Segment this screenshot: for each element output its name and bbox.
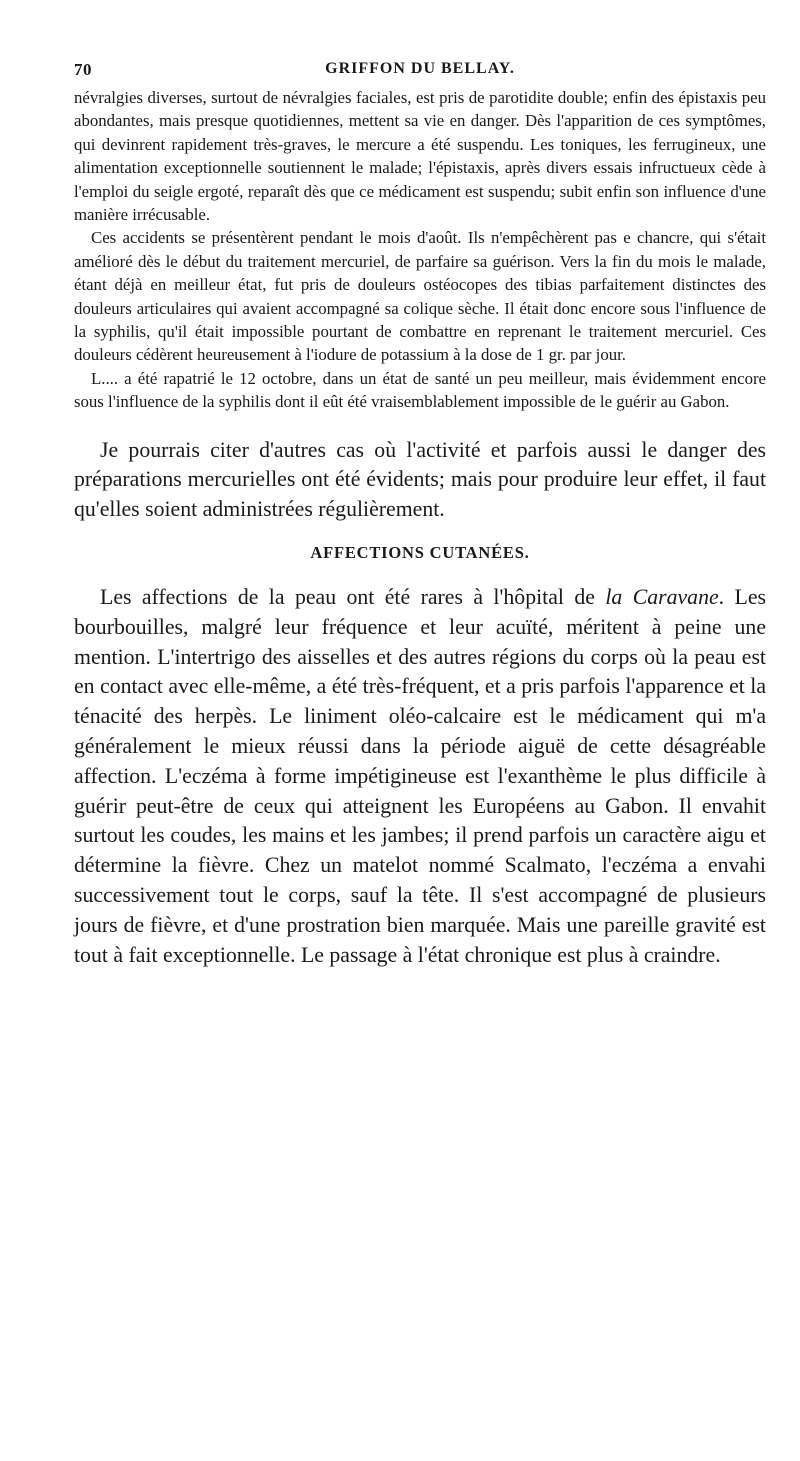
spacer: [74, 414, 766, 436]
paragraph-3: L.... a été rapatrié le 12 octobre, dans un état de santé un peu meilleur, mais évidemment encore sous l'influence de la syphilis dont il eût été vraisemblablement impossible de le guérir au Gabon.: [74, 368, 766, 412]
paragraph-5: [74, 583, 766, 970]
paragraph-5-start: Les affections de la peau ont été rares à l'hôpital de: [100, 585, 606, 610]
section-heading: AFFECTIONS CUTANÉES.: [310, 543, 530, 563]
ship-name: la Caravane: [605, 585, 719, 610]
running-title: GRIFFON DU BELLAY.: [325, 60, 515, 77]
paragraph-1: névralgies diverses, surtout de névralgies faciales, est pris de parotidite double; enfin des épistaxis peu abondantes, mais presque quotidiennes, mettent sa vie en danger. Dès l'apparition de ces symptômes, qui devinrent rapidement très-graves, le mercure a été suspendu. Les toniques, les ferrugineux, une alimentation exceptionnelle soutiennent le malade; l'épistaxis, après divers essais infructueux cède à l'emploi du seigle ergoté, reparaît dès que ce médicament est suspendu; subit enfin son influence d'une manière irrécusable.: [74, 88, 766, 225]
paragraph-4: Je pourrais citer d'autres cas où l'activité et parfois aussi le danger des préparations mercurielles ont été évidents; mais pour produire leur effet, il faut qu'elles soient administrées régulièrement.: [74, 437, 766, 522]
paragraph-5-rest: . Les bourbouilles, malgré leur fréquence et leur acuïté, méritent à peine une mention. L'intertrigo des aisselles et des autres régions du corps où la peau est en contact avec elle-même, a été très-fréquent, et a pris parfois l'apparence et la ténacité des herpès. Le liniment oléo-calcaire est le médicament qui m'a généralement le mieux réussi dans la période aiguë de cette désagréable affection. L'eczéma à forme impétigineuse est l'exanthème le plus difficile à guérir peut-être de ceux qui atteignent les Européens au Gabon. Il envahit surtout les coudes, les mains et les jambes; il prend parfois un caractère aigu et détermine la fièvre. Chez un matelot nommé Scalmato, l'eczéma a envahi successivement tout le corps, sauf la tête. Il s'est accompagné de plusieurs jours de fièvre, et d'une prostration bien marquée. Mais une pareille gravité est tout à fait exceptionnelle. Le passage à l'état chronique est plus à craindre.: [74, 585, 766, 967]
running-head: [74, 60, 766, 86]
page: [74, 60, 766, 970]
paragraph-2: Ces accidents se présentèrent pendant le mois d'août. Ils n'empêchèrent pas e chancre, qui s'était amélioré dès le début du traitement mercuriel, de parfaire sa guérison. Vers la fin du mois le malade, étant déjà en meilleur état, fut pris de douleurs ostéocopes des tibias parfaitement distinctes des douleurs articulaires qui avaient accompagné sa colique sèche. Il était donc encore sous l'influence de la syphilis, qu'il était impossible pourtant de combattre en reprenant le traitement mercuriel. Ces douleurs cédèrent heureusement à l'iodure de potassium à la dose de 1 gr. par jour.: [74, 228, 766, 365]
page-number: 70: [74, 60, 92, 79]
